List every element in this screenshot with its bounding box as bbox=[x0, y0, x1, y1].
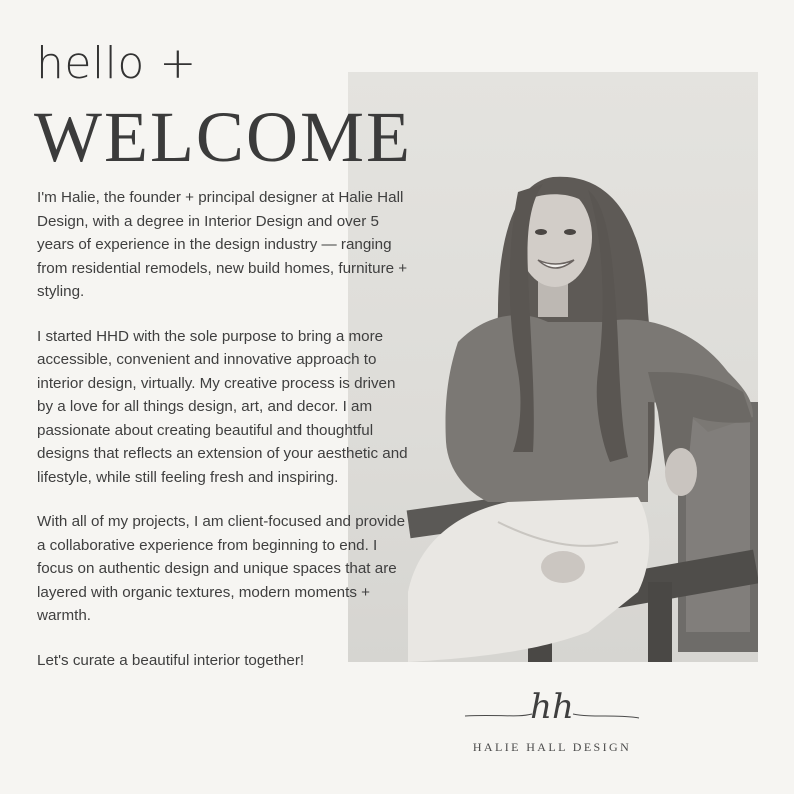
bio-closing-line: Let's curate a beautiful interior together! bbox=[37, 651, 305, 669]
hand bbox=[665, 448, 697, 496]
monogram-logo-mark bbox=[457, 684, 647, 732]
brand-name: HALIE HALL DESIGN bbox=[472, 740, 632, 754]
brand-logo bbox=[452, 684, 652, 755]
bio-paragraph-1: I'm Halie, the founder + principal designer at Halie Hall Design, with a degree in Interior Design and over 5 years of experience in the design industry — ranging from residential remodels, new build homes, furniture + styling. bbox=[37, 189, 408, 300]
welcome-heading: WELCOME bbox=[34, 97, 412, 177]
greeting-text: hello + bbox=[36, 38, 197, 89]
bio-section bbox=[37, 186, 409, 693]
bio-paragraph-2: I started HHD with the sole purpose to bring a more accessible, convenient and innovative approach to interior design, virtually. My creative process is driven by a love for all things design, art, and decor. I am passionate about creating beautiful and thoughtful designs that reflects an extension of your aesthetic and lifestyle, while still feeling fresh and inspiring. bbox=[37, 327, 408, 486]
monogram-letters: hh bbox=[530, 687, 574, 727]
bio-paragraph-3: With all of my projects, I am client-focused and provide a collaborative experience from beginning to end. I focus on authentic design and unique spaces that are layered with organic textures, modern moments + warmth. bbox=[37, 513, 406, 624]
